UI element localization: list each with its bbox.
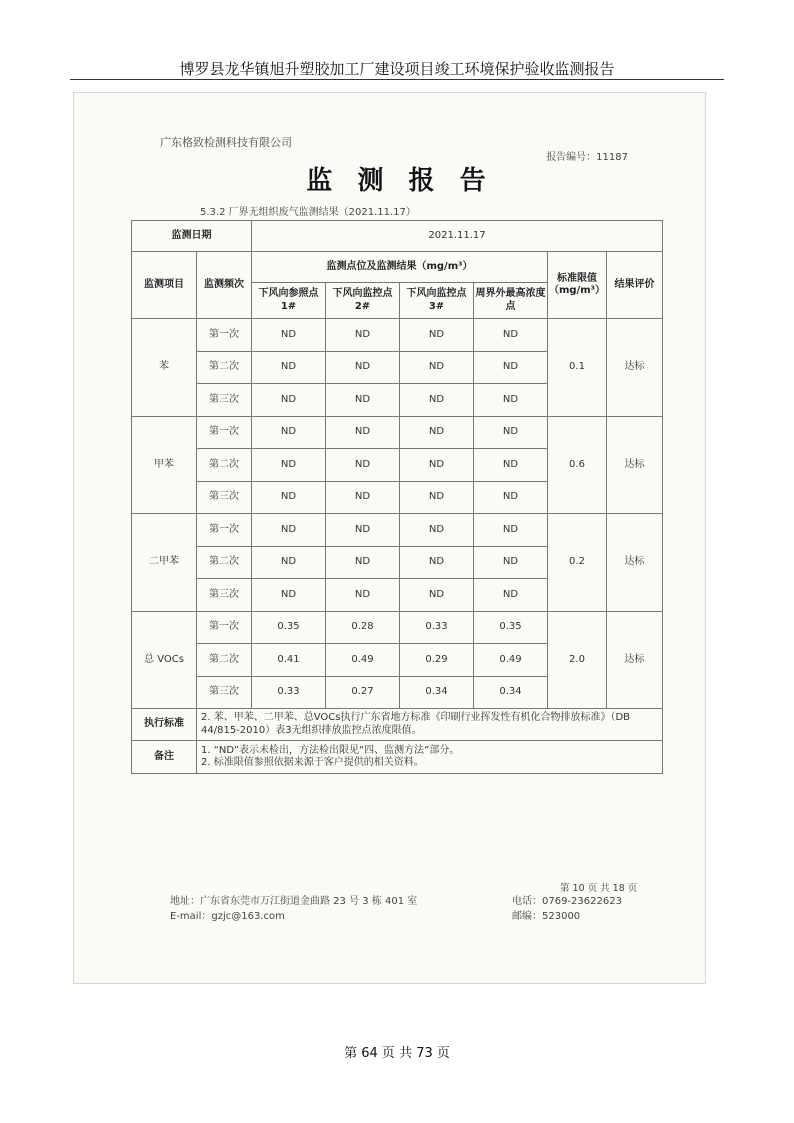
value-cell: ND (252, 384, 326, 417)
col-point-1: 下风向参照点 1# (252, 283, 326, 319)
value-cell: ND (252, 481, 326, 514)
company-name: 广东格致检测科技有限公司 (160, 136, 292, 149)
frequency-cell: 第一次 (197, 514, 252, 547)
frequency-cell: 第三次 (197, 481, 252, 514)
col-limit-header: 标准限值（mg/m³） (548, 252, 607, 319)
remark-line-2: 2. 标准限值参照依据来源于客户提供的相关资料。 (201, 757, 424, 768)
value-cell: ND (326, 384, 400, 417)
frequency-cell: 第三次 (197, 579, 252, 612)
evaluation-cell: 达标 (607, 319, 663, 417)
value-cell: ND (252, 579, 326, 612)
value-cell: ND (326, 351, 400, 384)
value-cell: ND (400, 579, 474, 612)
frequency-cell: 第三次 (197, 384, 252, 417)
frequency-cell: 第一次 (197, 319, 252, 352)
footer-postcode: 邮编：523000 (512, 911, 581, 922)
value-cell: ND (326, 546, 400, 579)
value-cell: 0.49 (326, 644, 400, 677)
value-cell: ND (326, 319, 400, 352)
col-point-3: 下风向监控点 3# (400, 283, 474, 319)
frequency-cell: 第二次 (197, 644, 252, 677)
table-row (132, 514, 663, 547)
value-cell: ND (400, 546, 474, 579)
report-number: 报告编号：11187 (546, 152, 628, 163)
value-cell: 0.33 (400, 611, 474, 644)
limit-cell: 2.0 (548, 611, 607, 709)
remark-line-1: 1. “ND”表示未检出，方法检出限见“四、监测方法”部分。 (201, 744, 460, 756)
value-cell: ND (326, 449, 400, 482)
col-freq-header: 监测频次 (197, 252, 252, 319)
table-row (132, 319, 663, 352)
value-cell: 0.35 (474, 611, 548, 644)
value-cell: ND (474, 384, 548, 417)
value-cell: 0.33 (252, 676, 326, 709)
frequency-cell: 第一次 (197, 611, 252, 644)
document-header: 博罗县龙华镇旭升塑胶加工厂建设项目竣工环境保护验收监测报告 (179, 60, 615, 78)
date-value: 2021.11.17 (252, 221, 663, 252)
value-cell: ND (252, 514, 326, 547)
col-group-header: 监测点位及监测结果（mg/m³） (252, 252, 548, 283)
header-row (132, 252, 663, 283)
value-cell: ND (474, 546, 548, 579)
header-divider (70, 79, 724, 80)
section-title: 5.3.2 厂界无组织废气监测结果（2021.11.17） (200, 207, 416, 218)
value-cell: ND (474, 319, 548, 352)
value-cell: 0.27 (326, 676, 400, 709)
col-point-4: 周界外最高浓度点 (474, 283, 548, 319)
value-cell: 0.35 (252, 611, 326, 644)
value-cell: 0.28 (326, 611, 400, 644)
value-cell: ND (252, 449, 326, 482)
frequency-cell: 第一次 (197, 416, 252, 449)
limit-cell: 0.2 (548, 514, 607, 612)
frequency-cell: 第二次 (197, 351, 252, 384)
value-cell: ND (252, 416, 326, 449)
standard-label: 执行标准 (132, 709, 197, 741)
report-title: 监 测 报 告 (306, 166, 494, 196)
remark-row (132, 741, 663, 774)
value-cell: ND (252, 319, 326, 352)
value-cell: ND (400, 384, 474, 417)
limit-cell: 0.6 (548, 416, 607, 514)
value-cell: ND (252, 546, 326, 579)
value-cell: ND (400, 351, 474, 384)
value-cell: 0.49 (474, 644, 548, 677)
remark-text (197, 741, 663, 774)
value-cell: ND (474, 416, 548, 449)
value-cell: ND (474, 351, 548, 384)
col-item-header: 监测项目 (132, 252, 197, 319)
frequency-cell: 第二次 (197, 546, 252, 579)
standard-text: 2. 苯、甲苯、二甲苯、总VOCs执行广东省地方标准《印刷行业挥发性有机化合物排放标准》（DB 44/815-2010）表3无组织排放监控点浓度限值。 (197, 709, 663, 741)
table-row (132, 416, 663, 449)
item-cell: 二甲苯 (132, 514, 197, 612)
value-cell: ND (400, 481, 474, 514)
evaluation-cell: 达标 (607, 611, 663, 709)
value-cell: ND (326, 514, 400, 547)
item-cell: 苯 (132, 319, 197, 417)
date-label: 监测日期 (132, 221, 252, 252)
monitoring-results-table (131, 220, 663, 774)
value-cell: 0.29 (400, 644, 474, 677)
item-cell: 总 VOCs (132, 611, 197, 709)
col-eval-header: 结果评价 (607, 252, 663, 319)
value-cell: ND (474, 579, 548, 612)
value-cell: 0.41 (252, 644, 326, 677)
frequency-cell: 第三次 (197, 676, 252, 709)
value-cell: ND (326, 416, 400, 449)
value-cell: ND (474, 481, 548, 514)
value-cell: ND (400, 416, 474, 449)
frequency-cell: 第二次 (197, 449, 252, 482)
footer-phone: 电话：0769-23622623 (512, 896, 622, 907)
footer-address-block (170, 894, 417, 924)
footer-contact-block (512, 894, 622, 924)
standard-row (132, 709, 663, 741)
value-cell: ND (474, 514, 548, 547)
item-cell: 甲苯 (132, 416, 197, 514)
value-cell: ND (474, 449, 548, 482)
value-cell: ND (326, 481, 400, 514)
scan-page-number: 第 10 页 共 18 页 (560, 883, 638, 894)
value-cell: ND (400, 449, 474, 482)
limit-cell: 0.1 (548, 319, 607, 417)
col-point-2: 下风向监控点 2# (326, 283, 400, 319)
value-cell: 0.34 (400, 676, 474, 709)
value-cell: ND (326, 579, 400, 612)
footer-email: E-mail：gzjc@163.com (170, 911, 285, 922)
remark-label: 备注 (132, 741, 197, 774)
document-page-number: 第 64 页 共 73 页 (344, 1046, 450, 1061)
value-cell: 0.34 (474, 676, 548, 709)
footer-address: 地址：广东省东莞市万江街道金曲路 23 号 3 栋 401 室 (170, 896, 418, 907)
evaluation-cell: 达标 (607, 514, 663, 612)
evaluation-cell: 达标 (607, 416, 663, 514)
value-cell: ND (400, 514, 474, 547)
date-row (132, 221, 663, 252)
value-cell: ND (252, 351, 326, 384)
value-cell: ND (400, 319, 474, 352)
table-row (132, 611, 663, 644)
